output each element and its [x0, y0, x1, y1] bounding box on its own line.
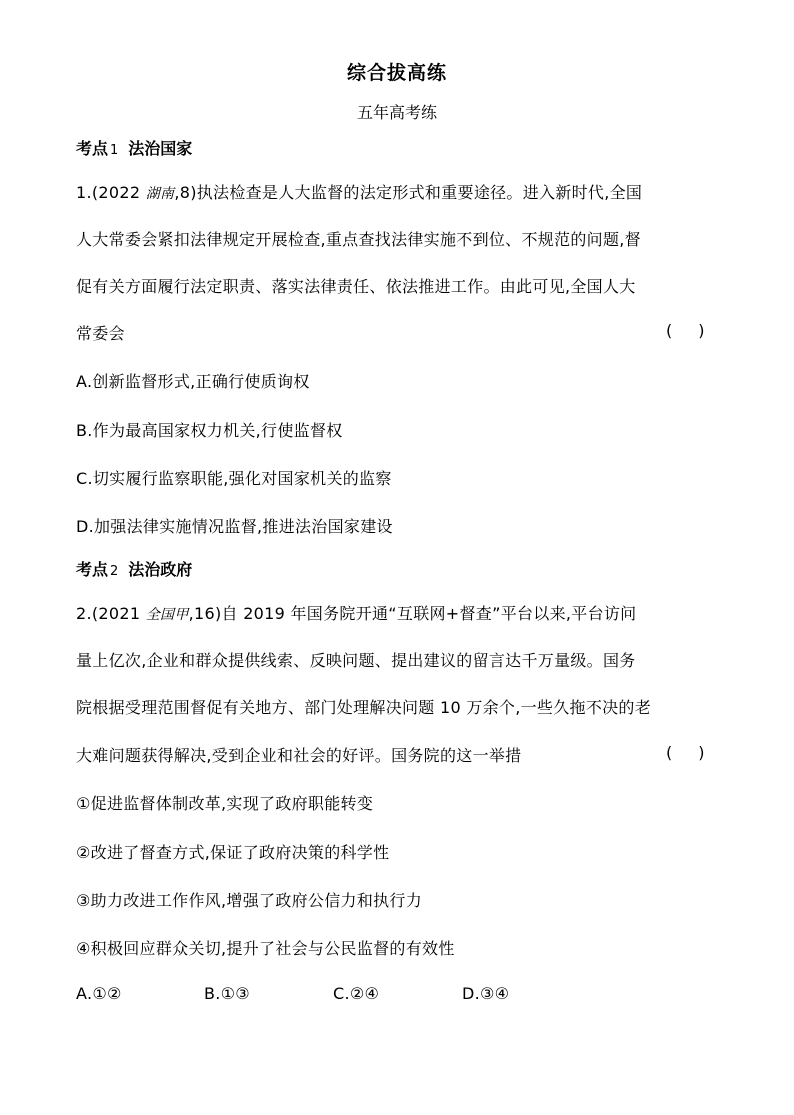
question-2-statement-2: ②改进了督查方式,保证了政府决策的科学性: [76, 843, 390, 862]
question-1-line-4: 常委会: [76, 324, 125, 343]
question-1-option-b: B.作为最高国家权力机关,行使监督权: [76, 421, 343, 440]
question-1-line-3: 促有关方面履行法定职责、落实法律责任、依法推进工作。由此可见,全国人大: [76, 277, 636, 296]
section-name: 法治政府: [128, 560, 193, 579]
question-2-line-1: [76, 601, 636, 624]
question-1-line-2: 人大常委会紧扣法律规定开展检查,重点查找法律实施不到位、不规范的问题,督: [76, 230, 641, 249]
question-1-option-c: C.切实履行监察职能,强化对国家机关的监察: [76, 469, 392, 488]
section-label: 考点: [76, 139, 109, 158]
question-2-statement-1: ①促进监督体制改革,实现了政府职能转变: [76, 794, 374, 813]
question-1-source: 湖南: [145, 186, 175, 202]
question-2-line-4: 大难问题获得解决,受到企业和社会的好评。国务院的这一举措: [76, 746, 522, 765]
question-2-line-2: 量上亿次,企业和群众提供线索、反映问题、提出建议的留言达千万量级。国务: [76, 651, 636, 670]
section-number: 2: [110, 564, 119, 579]
question-2-statement-4: ④积极回应群众关切,提升了社会与公民监督的有效性: [76, 939, 455, 958]
question-1-option-d: D.加强法律实施情况监督,推进法治国家建设: [76, 517, 393, 536]
question-1-text: ,8)执法检查是人大监督的法定形式和重要途径。进入新时代,全国: [174, 183, 643, 202]
section-heading-1: [76, 136, 192, 159]
page-subtitle: 五年高考练: [356, 103, 437, 122]
section-label: 考点: [76, 560, 109, 579]
question-1-answer-blank: (): [666, 321, 731, 340]
section-number: 1: [110, 143, 119, 158]
question-2-option-d: D.③④: [462, 984, 510, 1003]
page-title: 综合拔高练: [346, 62, 447, 84]
question-2-source: 全国甲: [145, 607, 189, 623]
question-1-option-a: A.创新监督形式,正确行使质询权: [76, 372, 310, 391]
section-name: 法治国家: [128, 139, 193, 158]
question-2-answer-blank: (): [666, 743, 731, 762]
question-1-line-1: [76, 180, 642, 203]
question-2-option-b: B.①③: [204, 984, 250, 1003]
question-1-prefix: 1.(2022: [76, 183, 146, 202]
question-2-option-a: A.①②: [76, 984, 122, 1003]
question-2-prefix: 2.(2021: [76, 604, 146, 623]
question-2-text: ,16)自 2019 年国务院开通“互联网+督查”平台以来,平台访问: [188, 604, 637, 623]
section-heading-2: [76, 557, 192, 580]
question-2-statement-3: ③助力改进工作作风,增强了政府公信力和执行力: [76, 891, 423, 910]
question-2-line-3: 院根据受理范围督促有关地方、部门处理解决问题 10 万余个,一些久拖不决的老: [76, 698, 652, 717]
question-2-option-c: C.②④: [333, 984, 380, 1003]
